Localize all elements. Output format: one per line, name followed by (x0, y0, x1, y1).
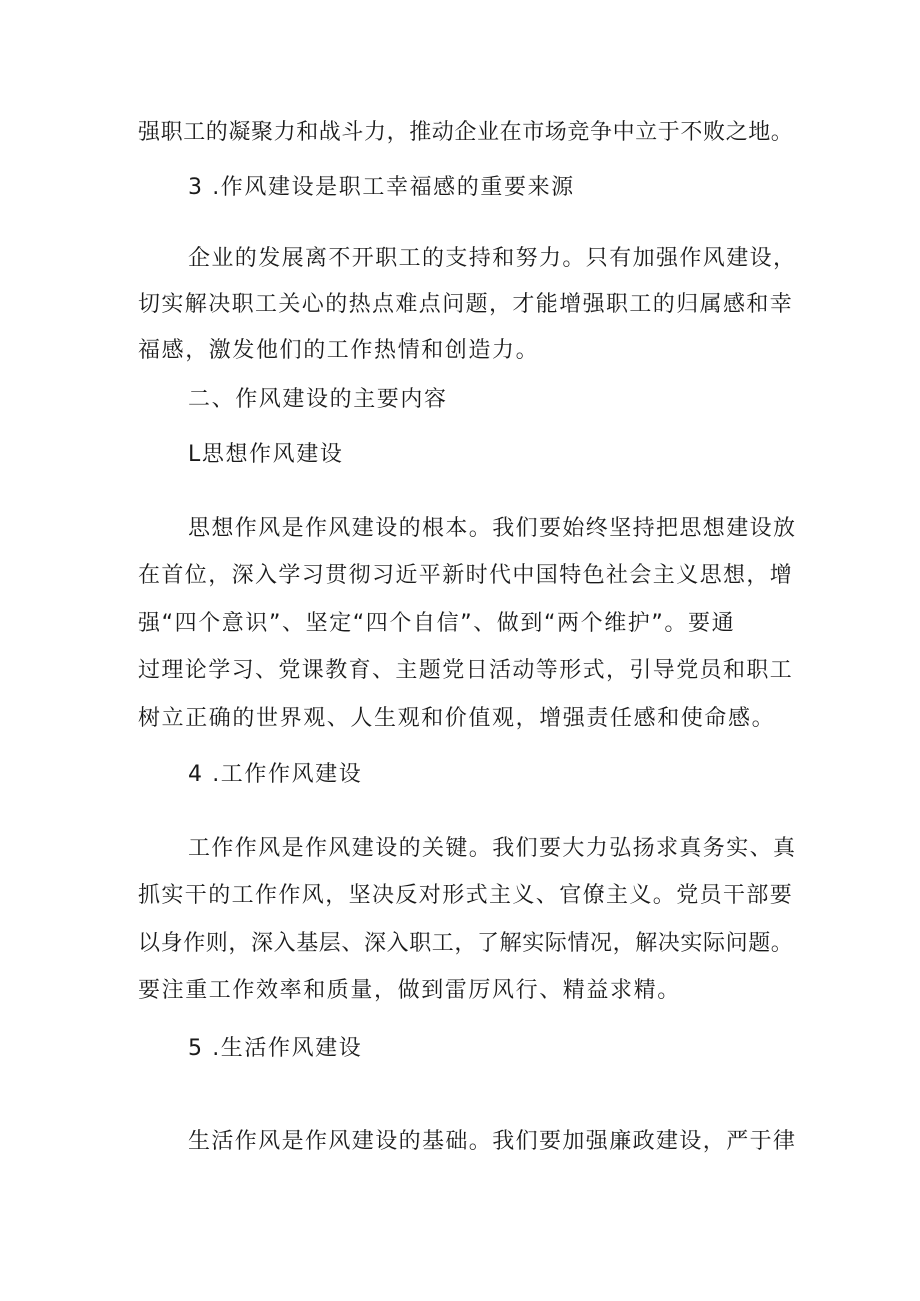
paragraph-line: 思想作风是作风建设的根本。我们要始终坚持把思想建设放 (188, 516, 797, 541)
paragraph-line: 企业的发展离不开职工的支持和努力。只有加强作风建设， (188, 246, 797, 271)
paragraph-line: 福感，激发他们的工作热情和创造力。 (138, 338, 540, 363)
paragraph-line: 以身作则，深入基层、深入职工，了解实际情况，解决实际问题。 (138, 931, 794, 956)
paragraph-line: 树立正确的世界观、人生观和价值观，增强责任感和使命感。 (138, 706, 776, 731)
paragraph-line: 要注重工作效率和质量，做到雷厉风行、精益求精。 (138, 978, 681, 1003)
section-heading: 3 .作风建设是职工幸福感的重要来源 (188, 175, 575, 200)
paragraph-line: 在首位，深入学习贯彻习近平新时代中国特色社会主义思想，增 (138, 563, 794, 588)
paragraph-line: 切实解决职工关心的热点难点问题，才能增强职工的归属感和幸 (138, 292, 794, 317)
paragraph-line: 抓实干的工作作风，坚决反对形式主义、官僚主义。党员干部要 (138, 883, 794, 908)
paragraph-line: 强职工的凝聚力和战斗力，推动企业在市场竞争中立于不败之地。 (138, 120, 794, 145)
section-heading: 4 .工作作风建设 (188, 762, 363, 787)
section-heading: 5 .生活作风建设 (188, 1036, 363, 1061)
section-heading: L思想作风建设 (188, 442, 344, 467)
paragraph-line: 生活作风是作风建设的基础。我们要加强廉政建设，严于律 (188, 1129, 797, 1154)
paragraph-line: 工作作风是作风建设的关键。我们要大力弘扬求真务实、真 (188, 836, 797, 861)
chapter-heading: 二、作风建设的主要内容 (188, 387, 448, 412)
paragraph-line: 强“四个意识”、坚定“四个自信”、做到“两个维护”。要通 (138, 611, 736, 636)
paragraph-line: 过理论学习、党课教育、主题党日活动等形式，引导党员和职工 (138, 658, 794, 683)
